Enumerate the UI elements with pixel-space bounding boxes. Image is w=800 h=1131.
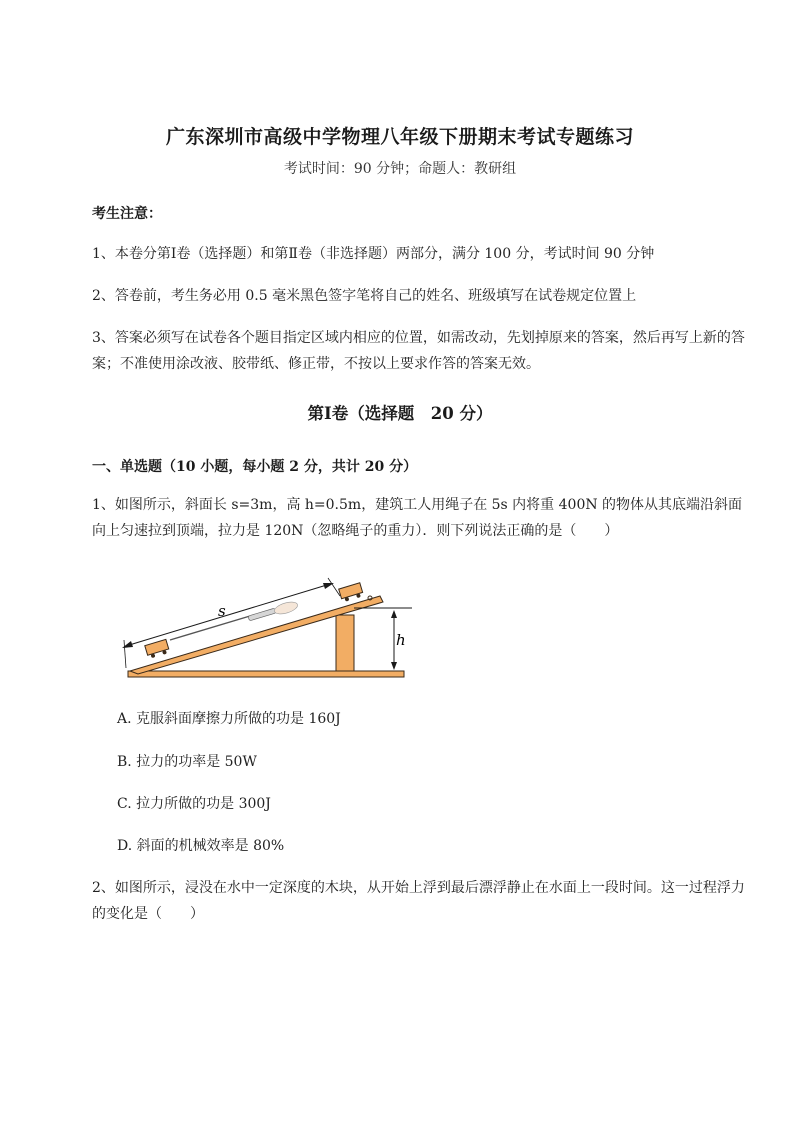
- s-ext-right: [328, 578, 340, 596]
- h-label: h: [396, 631, 406, 649]
- question-1-option-c[interactable]: C. 拉力所做的功是 300J: [117, 796, 271, 812]
- hand: [273, 600, 299, 616]
- section-title: 第Ⅰ卷（选择题 20 分）: [307, 404, 493, 423]
- question-1-option-d[interactable]: D. 斜面的机械效率是 80%: [117, 838, 285, 854]
- question-1-option-a[interactable]: A. 克服斜面摩擦力所做的功是 160J: [117, 711, 341, 727]
- notice-heading: 考生注意：: [92, 206, 162, 222]
- exam-info: 考试时间：90 分钟；命题人：教研组: [283, 161, 517, 177]
- cart-bottom: [145, 639, 170, 659]
- spring-scale: [248, 608, 276, 621]
- question-1-text: 1、如图所示，斜面长 s=3m，高 h=0.5m，建筑工人用绳子在 5s 内将重 400N 的物体从其底端沿斜面向上匀速拉到顶端，拉力是 120N（忽略绳子的重力）．则下列说法正确的是（ ）: [92, 497, 743, 539]
- question-1-option-b[interactable]: B. 拉力的功率是 50W: [117, 754, 257, 770]
- s-arrow-head-left: [122, 641, 133, 648]
- s-label: s: [218, 602, 226, 620]
- page-title: 广东深圳市高级中学物理八年级下册期末考试专题练习: [165, 126, 634, 148]
- ground-plank: [128, 671, 404, 677]
- part-heading: 一、单选题（10 小题，每小题 2 分，共计 20 分）: [92, 459, 418, 475]
- question-2-text: 2、如图所示，浸没在水中一定深度的木块，从开始上浮到最后漂浮静止在水面上一段时间。这一过程浮力的变化是（ ）: [92, 880, 745, 922]
- rope: [170, 616, 250, 640]
- s-dimension-line: [126, 584, 330, 646]
- support-post: [336, 615, 354, 671]
- notice-item-2: 2、答卷前，考生务必用 0.5 毫米黑色签字笔将自己的姓名、班级填写在试卷规定位置上: [92, 288, 637, 304]
- incline-figure: [118, 568, 418, 683]
- h-arrow-head-down: [391, 662, 397, 670]
- h-arrow-head-up: [391, 610, 397, 618]
- s-ext-left: [124, 640, 126, 668]
- cart-top: [339, 583, 364, 603]
- notice-item-1: 1、本卷分第Ⅰ卷（选择题）和第Ⅱ卷（非选择题）两部分，满分 100 分，考试时间 90 分钟: [92, 246, 655, 262]
- notice-item-3: 3、答案必须写在试卷各个题目指定区域内相应的位置，如需改动，先划掉原来的答案，然后再写上新的答案；不准使用涂改液、胶带纸、修正带，不按以上要求作答的答案无效。: [92, 330, 745, 372]
